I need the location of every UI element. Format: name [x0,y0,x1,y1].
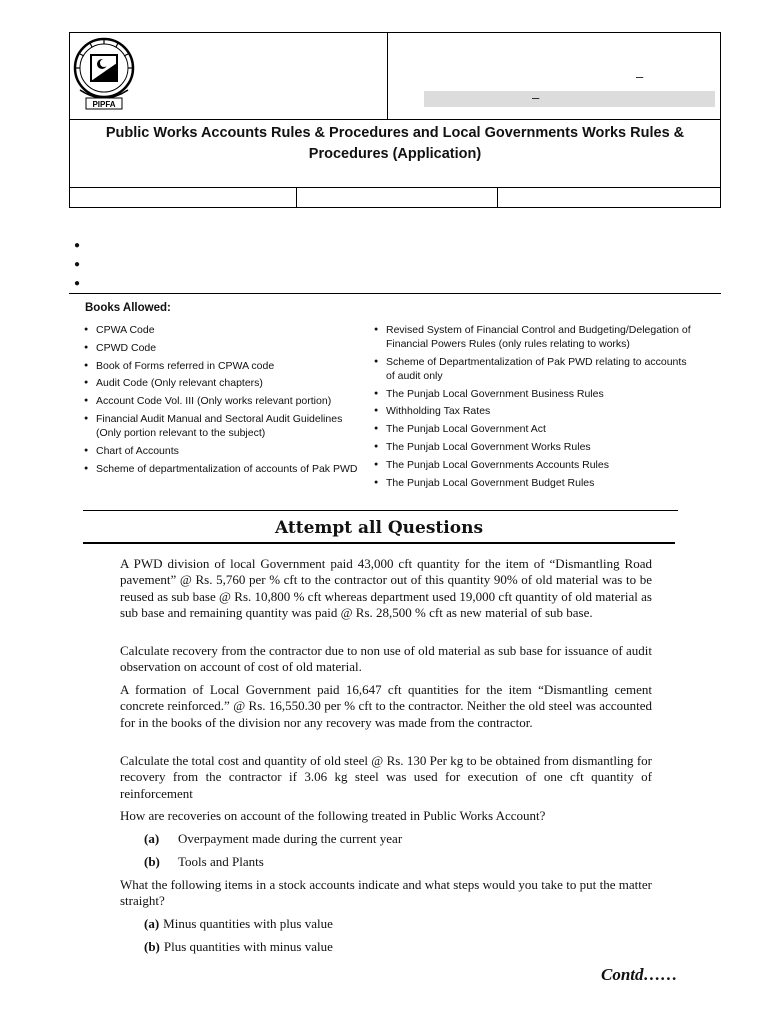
list-item: ● CPWA Code [84,323,369,337]
sub-item [144,939,333,955]
list-item: ● The Punjab Local Governments Accounts Rules [374,458,694,472]
books-allowed-label: Books Allowed: [85,302,171,314]
header-top-row [70,33,720,120]
divider [83,510,678,511]
sub-item [144,831,402,847]
list-item: ● Book of Forms referred in CPWA code [84,359,369,373]
list-item: ● The Punjab Local Government Act [374,422,694,436]
list-item: ● Withholding Tax Rates [374,404,694,418]
list-item: ● Scheme of departmentalization of accounts of Pak PWD [84,462,369,476]
divider [83,542,675,544]
question-paragraph: A formation of Local Government paid 16,647 cft quantities for the item “Dismantling cement concrete reinforced.” @ Rs. 16,550.30 per % cft to the contractor. Neither the old steel was accounted for in the books of the division nor any recovery was made from the contractor. [120,682,652,730]
sub-item-label: (b) [144,854,160,869]
header-divider [387,33,388,119]
list-item: ● The Punjab Local Government Business Rules [374,387,694,401]
books-list-right [374,323,694,493]
question-paragraph: Calculate the total cost and quantity of old steel @ Rs. 130 Per kg to be obtained from dismantling for recovery from the contractor if 3.06 kg steel was used for execution of one cft quantity of reinforcement [120,753,652,801]
books-list-left [84,323,369,479]
header-cell-divider [497,188,498,208]
header-cell-divider [296,188,297,208]
header-dash-bottom: – [532,90,540,105]
sub-item-label: (a) [144,916,160,931]
pipfa-logo-icon [72,36,136,114]
list-item: ● The Punjab Local Government Budget Rules [374,476,694,490]
sub-item-text: Tools and Plants [178,854,264,869]
sub-item-text: Overpayment made during the current year [178,831,403,846]
sub-item-label: (a) [144,831,160,846]
instruction-bullets: ● ● ● [74,240,81,289]
contd-footer: Contd…… [601,965,678,984]
list-item: ● The Punjab Local Government Works Rules [374,440,694,454]
header-table [69,32,721,208]
divider [69,293,721,294]
sub-item [144,854,264,870]
header-dash-top: – [636,69,644,84]
list-item: ● Audit Code (Only relevant chapters) [84,376,369,390]
attempt-heading: Attempt all Questions [274,518,484,538]
list-item: ● Financial Audit Manual and Sectoral Audit Guidelines (Only portion relevant to the subject) [84,412,369,440]
question-paragraph: What the following items in a stock accounts indicate and what steps would you take to put the matter straight? [120,877,652,909]
list-item: ● Scheme of Departmentalization of Pak PWD relating to accounts of audit only [374,355,694,383]
sub-item-text: Plus quantities with minus value [163,939,333,954]
list-item: ● Revised System of Financial Control and Budgeting/Delegation of Financial Powers Rules (only rules relating to works) [374,323,694,351]
list-item: ● CPWD Code [84,341,369,355]
question-paragraph: How are recoveries on account of the following treated in Public Works Account? [120,808,546,823]
sub-item-label: (b) [144,939,160,954]
sub-item-text: Minus quantities with plus value [163,916,333,931]
list-item: ● Chart of Accounts [84,444,369,458]
list-item: ● Account Code Vol. III (Only works relevant portion) [84,394,369,408]
question-paragraph: Calculate recovery from the contractor due to non use of old material as sub base for issuance of audit observation on account of cost of old material. [120,643,652,675]
logo-text: PIPFA [92,100,116,109]
header-grey-bar [424,91,715,107]
page-title: Public Works Accounts Rules & Procedures and Local Governments Works Rules & Procedures (Application) [105,125,685,162]
question-paragraph: A PWD division of local Government paid 43,000 cft quantity for the item of “Dismantling Road pavement” @ Rs. 5,760 per % cft to the contractor out of this quantity 90% of old material was to be reused as sub base @ Rs. 10,800 % cft whereas department used 19,000 cft quantity of old material as sub base and remaining quantity was paid @ Rs. 28,500 % cft as new material of sub base. [120,556,652,620]
sub-item [144,916,333,932]
header-bottom-row [70,187,720,208]
